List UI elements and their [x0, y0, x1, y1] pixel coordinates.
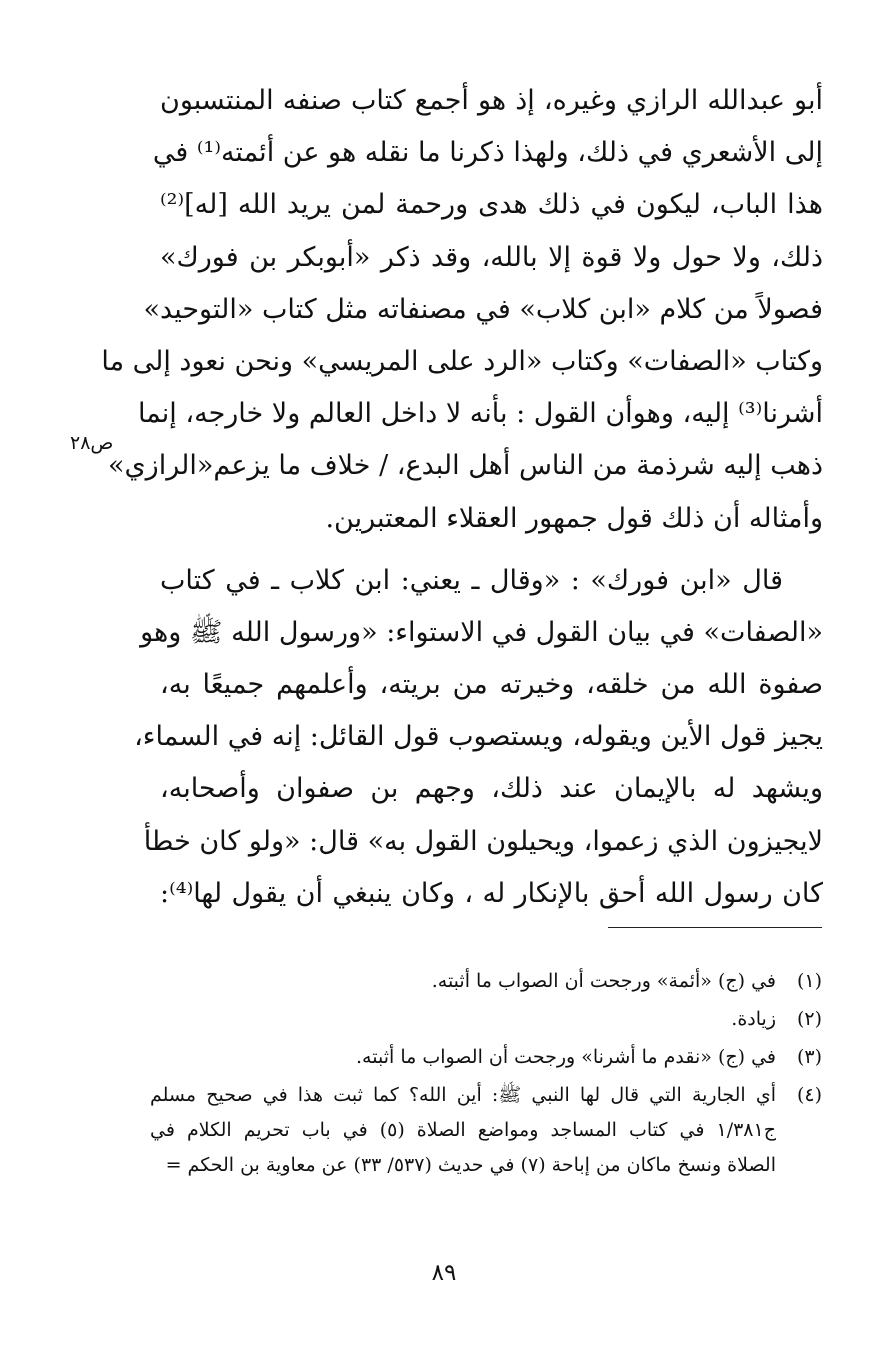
footnote-3 — [150, 1040, 822, 1075]
footnote-line: زيادة. — [731, 1008, 776, 1030]
text-line: وكتاب «الصفات» وكتاب «الرد على المريسي» ونحن نعود إلى ما — [101, 345, 823, 377]
paragraph-gap — [160, 545, 823, 555]
footnote-line: الصلاة ونسخ ماكان من إباحة (٧) في حديث (٥٣٧/ ٣٣) عن معاوية بن الحكم = — [165, 1154, 776, 1176]
footnote-number: (٢) — [796, 1008, 822, 1030]
text-line: أشرنا⁽³⁾ إليه، وهوأن القول : بأنه لا داخل العالم ولا خارجه، إنما — [137, 398, 823, 430]
footnote-line: أي الجارية التي قال لها النبي ﷺ: أين الله؟ كما ثبت هذا في صحيح مسلم — [150, 1084, 776, 1106]
footnote-number: (١) — [796, 970, 822, 992]
footnote-text — [150, 1040, 776, 1075]
text-line: ذلك، ولا حول ولا قوة إلا بالله، وقد ذكر «أبوبكر بن فورك» — [160, 241, 823, 273]
text-line: وأمثاله أن ذلك قول جمهور العقلاء المعتبرين. — [325, 502, 823, 534]
footnotes — [150, 964, 822, 1186]
paragraph-1 — [101, 75, 823, 545]
paragraph-2 — [134, 555, 823, 920]
text-line: ويشهد له بالإيمان عند ذلك، وجهم بن صفوان وأصحابه، — [160, 773, 823, 805]
text-line: «الصفات» في بيان القول في الاستواء: «ورسول الله ﷺ وهو — [140, 616, 823, 648]
text-line: يجيز قول الأين ويقوله، ويستصوب قول القائل: إنه في السماء، — [134, 721, 823, 753]
footnote-line: في (ج) «نقدم ما أشرنا» ورجحت أن الصواب ما أثبته. — [356, 1046, 776, 1068]
footnote-line: ج١/٣٨١ في كتاب المساجد ومواضع الصلاة (٥) في باب تحريم الكلام في — [150, 1119, 776, 1141]
main-text — [101, 75, 823, 920]
footnote-1 — [150, 964, 822, 999]
text-line: ذهب إليه شرذمة من الناس أهل البدع، / خلاف ما يزعم«الرازي» — [108, 450, 823, 482]
footnote-text — [150, 964, 776, 999]
footnote-4 — [150, 1078, 822, 1183]
text-line: لايجيزون الذي زعموا، ويحيلون القول به» قال: «ولو كان خطأ — [143, 825, 823, 857]
text-line: هذا الباب، ليكون في ذلك هدى ورحمة لمن يريد الله [له]⁽²⁾ — [160, 189, 823, 221]
footnote-separator — [608, 927, 822, 928]
text-line: قال «ابن فورك» : «وقال ـ يعني: ابن كلاب ـ في كتاب — [160, 564, 783, 596]
footnote-number: (٤) — [796, 1084, 822, 1106]
text-line: كان رسول الله أحق بالإنكار له ، وكان ينبغي أن يقول لها⁽⁴⁾: — [160, 877, 823, 909]
footnote-number: (٣) — [796, 1046, 822, 1068]
footnote-line: في (ج) «أئمة» ورجحت أن الصواب ما أثبته. — [431, 970, 776, 992]
text-line: فصولاً من كلام «ابن كلاب» في مصنفاته مثل كتاب «التوحيد» — [143, 293, 823, 325]
text-line: أبو عبدالله الرازي وغيره، إذ هو أجمع كتاب صنفه المنتسبون — [160, 85, 823, 116]
text-line: صفوة الله من خلقه، وخيرته من بريته، وأعلمهم جميعًا به، — [160, 669, 823, 701]
footnote-text — [150, 1002, 776, 1037]
footnote-text — [150, 1078, 776, 1183]
text-line: إلى الأشعري في ذلك، ولهذا ذكرنا ما نقله هو عن أئمته⁽¹⁾ في — [152, 137, 823, 169]
page-number: ٨٩ — [431, 1260, 457, 1286]
footnote-2 — [150, 1002, 822, 1037]
margin-page-reference: ص٢٨ — [70, 432, 114, 454]
